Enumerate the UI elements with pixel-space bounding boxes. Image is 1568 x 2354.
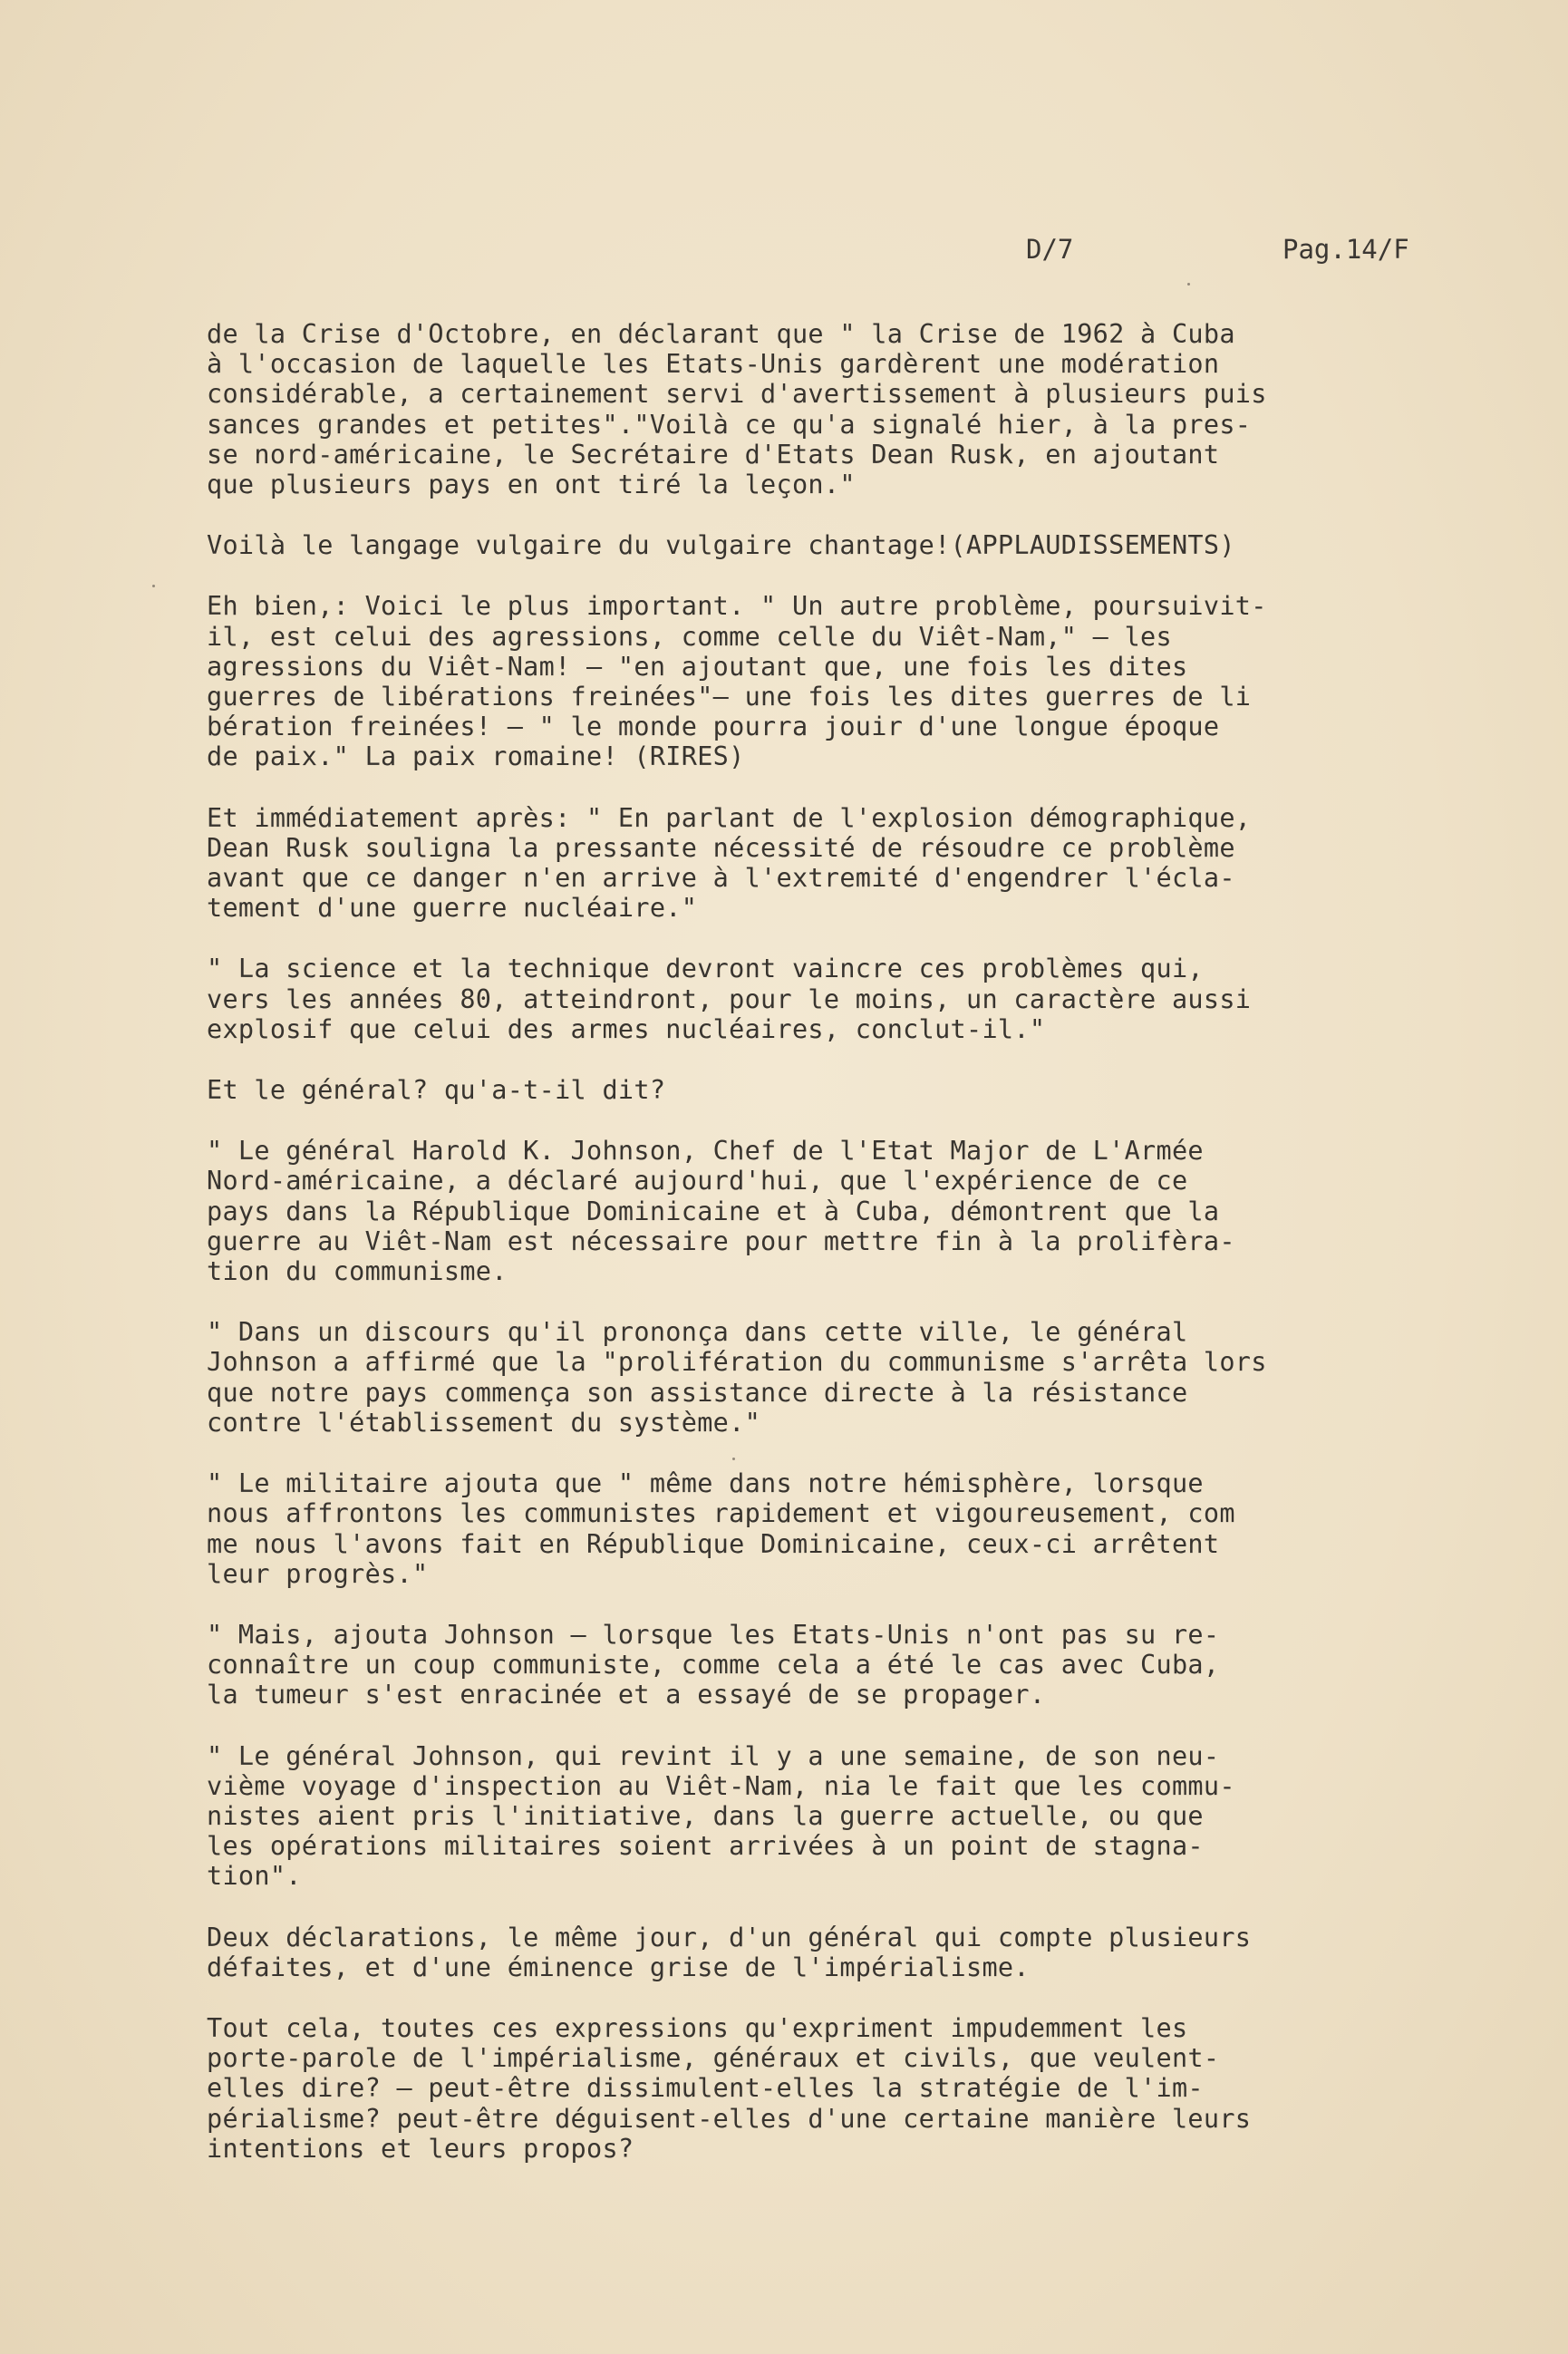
body-text (207, 319, 1457, 2194)
paragraph: Voilà le langage vulgaire du vulgaire chantage!(APPLAUDISSEMENTS) (207, 530, 1235, 561)
page-header (0, 234, 1568, 270)
paragraph: Deux déclarations, le même jour, d'un général qui compte plusieurs défaites, et d'une éminence grise de l'impérialisme. (207, 1922, 1252, 1982)
paper-speck (1187, 283, 1190, 286)
paragraph: " Le général Harold K. Johnson, Chef de l'Etat Major de L'Armée Nord-américaine, a déclaré aujourd'hui, que l'expérience de ce pays dans la République Dominicaine et à Cuba, démontrent que la guerre au Viêt-Nam est nécessaire pour mettre fin à la prolifèra- tion du communisme. (207, 1136, 1235, 1287)
paragraph: Et immédiatement après: " En parlant de l'explosion démographique, Dean Rusk souligna la pressante nécessité de résoudre ce problème avant que ce danger n'en arrive à l'extremité d'engendrer l'écla- tement d'une guerre nucléaire." (207, 802, 1252, 924)
paragraph: Eh bien,: Voici le plus important. " Un autre problème, poursuivit- il, est celui des agressions, comme celle du Viêt-Nam," — les agressions du Viêt-Nam! — "en ajoutant que, une fois les dites guerres de libérations freinées"— une fois les dites guerres de li bération freinées! — " le monde pourra jouir d'une longue époque de paix." La paix romaine! (RIRES) (207, 591, 1267, 772)
paragraph: " Mais, ajouta Johnson — lorsque les Etats-Unis n'ont pas su re- connaître un coup communiste, comme cela a été le cas avec Cuba, la tumeur s'est enracinée et a essayé de se propager. (207, 1619, 1220, 1710)
page-number: Pag.14/F (1282, 234, 1409, 265)
paragraph: Tout cela, toutes ces expressions qu'expriment impudemment les porte-parole de l'impérialisme, généraux et civils, que veulent- elles dire? — peut-être dissimulent-elles la stratégie de l'im- périalisme? peut-être déguisent-elles d'une certaine manière leurs intentions et leurs propos? (207, 2012, 1252, 2164)
paragraph: " Le militaire ajouta que " même dans notre hémisphère, lorsque nous affrontons les communistes rapidement et vigoureusement, com me nous l'avons fait en République Dominicaine, ceux-ci arrêtent leur progrès." (207, 1468, 1235, 1589)
paragraph: de la Crise d'Octobre, en déclarant que " la Crise de 1962 à Cuba à l'occasion de laquelle les Etats-Unis gardèrent une modération considérable, a certainement servi d'avertissement à plusieurs puis sances grandes et petites"."Voilà ce qu'a signalé hier, à la pres- se nord-américaine, le Secrétaire d'Etats Dean Rusk, en ajoutant que plusieurs pays en ont tiré la leçon." (207, 319, 1267, 500)
paper-speck (732, 1458, 735, 1460)
document-reference: D/7 (1026, 234, 1074, 265)
paragraph: " Dans un discours qu'il prononça dans cette ville, le général Johnson a affirmé que la "prolifération du communisme s'arrêta lors que notre pays commença son assistance directe à la résistance contre l'établissement du système." (207, 1317, 1267, 1438)
paragraph: " La science et la technique devront vaincre ces problèmes qui, vers les années 80, atteindront, pour le moins, un caractère aussi explosif que celui des armes nucléaires, conclut-il." (207, 954, 1252, 1044)
paragraph: " Le général Johnson, qui revint il y a une semaine, de son neu- vième voyage d'inspection au Viêt-Nam, nia le fait que les commu- nistes aient pris l'initiative, dans la guerre actuelle, ou que les opérations militaires soient arrivées à un point de stagna- tion". (207, 1740, 1235, 1892)
paragraph: Et le général? qu'a-t-il dit? (207, 1075, 666, 1106)
paper-speck (152, 585, 155, 587)
